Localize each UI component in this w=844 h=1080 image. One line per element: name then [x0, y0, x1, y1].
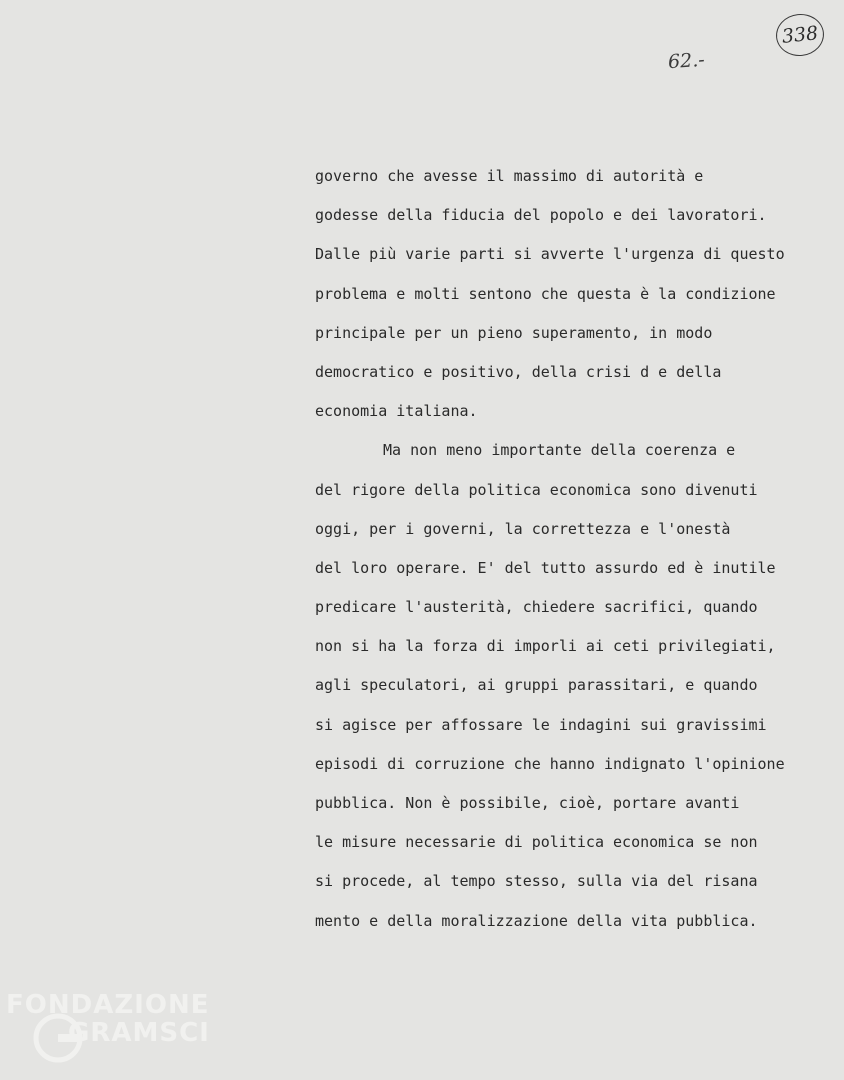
text-line: si agisce per affossare le indagini sui gravissimi: [315, 715, 767, 734]
text-line: pubblica. Non è possibile, cioè, portare avanti: [315, 794, 740, 812]
text-line: oggi, per i governi, la correttezza e l'onestà: [315, 519, 731, 538]
text-line: problema e molti sentono che questa è la condizione: [315, 284, 776, 303]
watermark-line-2: GRAMSCI: [68, 1018, 210, 1048]
typewritten-body: [315, 163, 840, 947]
text-line: episodi di corruzione che hanno indignato l'opinione: [315, 754, 785, 773]
text-line: economia italiana.: [315, 402, 478, 421]
text-line-paragraph-start: Ma non meno importante della coerenza e: [383, 441, 736, 460]
text-line: le misure necessarie di politica economica se non: [315, 833, 758, 852]
text-line: agli speculatori, ai gruppi parassitari, e quando: [315, 676, 758, 695]
text-line: democratico e positivo, della crisi d e della: [315, 362, 722, 381]
archive-number-circled: [774, 12, 826, 59]
archive-number-text: 338: [780, 22, 820, 48]
text-line: governo che avesse il massimo di autorità e: [315, 167, 704, 185]
text-line: principale per un pieno superamento, in modo: [315, 323, 713, 342]
text-line: del rigore della politica economica sono divenuti: [315, 480, 758, 499]
fondazione-gramsci-watermark: [6, 990, 210, 1070]
text-line: si procede, al tempo stesso, sulla via del risana: [315, 872, 758, 891]
text-line: mento e della moralizzazione della vita pubblica.: [315, 911, 758, 930]
text-line: predicare l'austerità, chiedere sacrifici, quando: [315, 598, 758, 617]
text-line: godesse della fiducia del popolo e dei lavoratori.: [315, 206, 767, 225]
watermark-line-1: FONDAZIONE: [6, 990, 210, 1020]
text-line: Dalle più varie parti si avverte l'urgenza di questo: [315, 245, 785, 264]
page-number: 62.-: [667, 48, 706, 74]
text-line: non si ha la forza di imporli ai ceti privilegiati,: [315, 637, 776, 656]
text-line: del loro operare. E' del tutto assurdo ed è inutile: [315, 558, 776, 577]
